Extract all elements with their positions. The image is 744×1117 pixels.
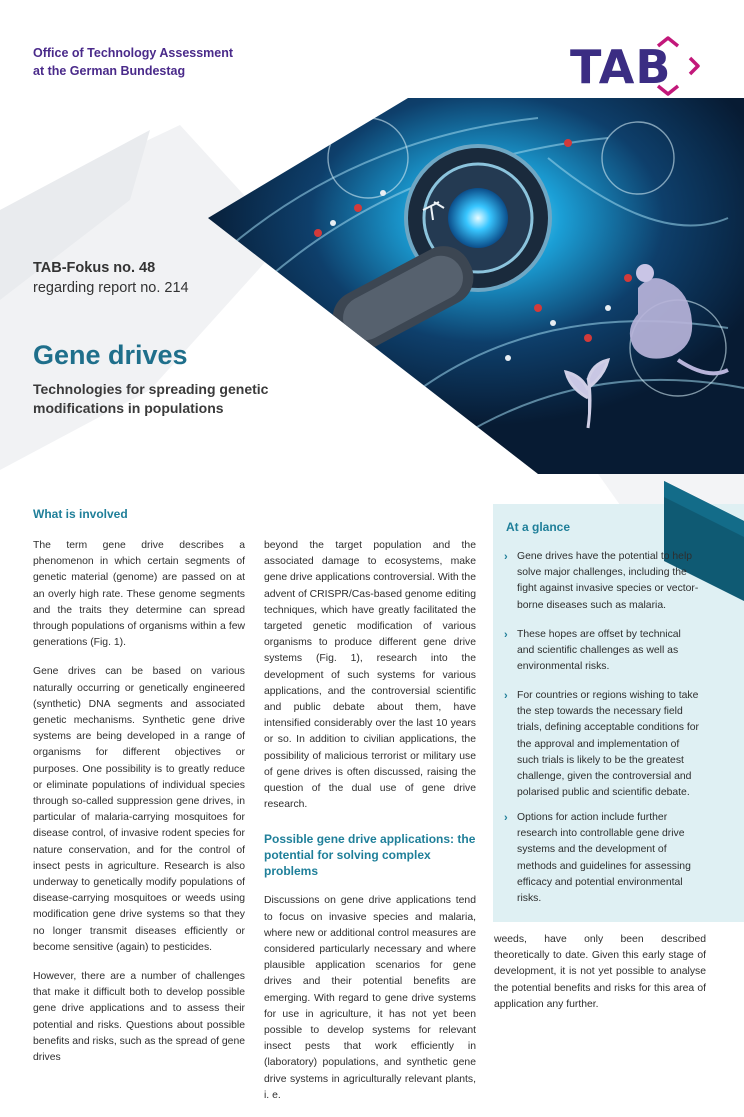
organization-name bbox=[33, 44, 233, 80]
section-heading-applications: Possible gene drive applications: the potential for solving complex problems bbox=[264, 832, 476, 879]
body-column-3 bbox=[494, 932, 706, 1026]
org-line-2: at the German Bundestag bbox=[33, 64, 186, 78]
tab-logo bbox=[570, 34, 710, 98]
logo-chevrons-icon bbox=[570, 34, 710, 98]
paragraph: Discussions on gene drive applications tend to focus on invasive species and malaria, where new or additional control measures are considered particularly necessary and where plausible application scenarios for gene drives and their potential benefits are emerging. With regard to gene drive systems for use in agriculture, it has not yet been possible to develop systems for relevant insect pests that work efficiently in (laboratory) populations, and synthetic gene drive systems in agriculturally relevant plants, i. e. bbox=[264, 895, 476, 1101]
body-column-2 bbox=[264, 538, 476, 1117]
tab-fokus-info bbox=[33, 258, 189, 298]
paragraph: Gene drives can be based on various naturally occurring or genetically engineered (synthetic) DNA segments and associated genetic mechanisms. Synthetic gene drive systems are being developed in a range of organisms for different objectives or purposes. One possibility is to greatly reduce or eliminate populations of individual species through so-called suppression gene drives, in particular of malaria-carrying mosquitoes for disease control, of invasive rodent species for nature conservation, and for the control of insect pests in agriculture. Research is also underway to genetically modify populations of disease-carrying mosquitoes or weeds using modification gene drive systems so that they no longer transmit diseases efficiently or become sensitive (again) to pesticides. bbox=[33, 666, 245, 953]
glance-item-text: Options for action include further research into controllable gene drive systems and the development of methods and guidelines for assessing efficacy and potential environmental risks. bbox=[517, 812, 691, 905]
paragraph: The term gene drive describes a phenomenon in which certain segments of genetic material (genome) are passed on at an overly high rate. These genome segments and the traits they determine can spread through populations of organisms within a few generations (Fig. 1). bbox=[33, 540, 245, 649]
section-heading-what-is-involved: What is involved bbox=[33, 507, 128, 521]
glance-item bbox=[504, 688, 700, 801]
paragraph: weeds, have only been described theoretically to date. Given this early stage of development, it is not yet possible to analyse the potential benefits and risks for this area of application any further. bbox=[494, 934, 706, 1010]
fokus-number: TAB-Fokus no. 48 bbox=[33, 260, 156, 276]
paragraph: beyond the target population and the associated damage to ecosystems, make gene drive applications controversial. With the advent of CRISPR/Cas-based genome editing techniques, which have greatly facilitated the targeted genetic modification of various organisms to produce different gene drive systems (Fig. 1), research into the development of such systems for various applications, and the controversial scientific and public debate about them, have intensified considerably over the last 10 years or so. In addition to civilian applications, the possibility of malicious terrorist or military use of gene drives is often discussed, raising the question of the dual use of gene drive research. bbox=[264, 540, 476, 811]
chevron-right-icon: › bbox=[504, 812, 508, 824]
at-a-glance-title: At a glance bbox=[506, 520, 571, 534]
glance-item bbox=[504, 549, 700, 614]
paragraph: However, there are a number of challenges that make it difficult both to develop possible gene drive applications and to assess their potential and risks. Questions about possible benefits and risks, such as the spread of gene drives bbox=[33, 971, 245, 1064]
chevron-right-icon: › bbox=[504, 629, 508, 641]
logo-text: TAB bbox=[570, 40, 672, 94]
report-reference: regarding report no. 214 bbox=[33, 280, 189, 296]
body-column-1 bbox=[33, 538, 245, 1079]
glance-item-text: Gene drives have the potential to help solve major challenges, including the fight against invasive species or vector-borne diseases such as malaria. bbox=[517, 551, 699, 611]
glance-item bbox=[504, 810, 700, 907]
glance-item-text: These hopes are offset by technical and scientific challenges as well as environmental risks. bbox=[517, 629, 681, 673]
chevron-right-icon: › bbox=[504, 690, 508, 702]
page-subtitle: Technologies for spreading genetic modifications in populations bbox=[33, 381, 269, 416]
glance-item-text: For countries or regions wishing to take the step towards the necessary field trials, defining acceptable conditions for the approval and implementation of such trials is likely to be the greatest challenge, given the controversial and polarised public and scientific debate. bbox=[517, 690, 699, 799]
page-title: Gene drives bbox=[33, 340, 188, 370]
glance-item bbox=[504, 627, 700, 676]
chevron-right-icon: › bbox=[504, 551, 508, 563]
org-line-1: Office of Technology Assessment bbox=[33, 46, 234, 60]
